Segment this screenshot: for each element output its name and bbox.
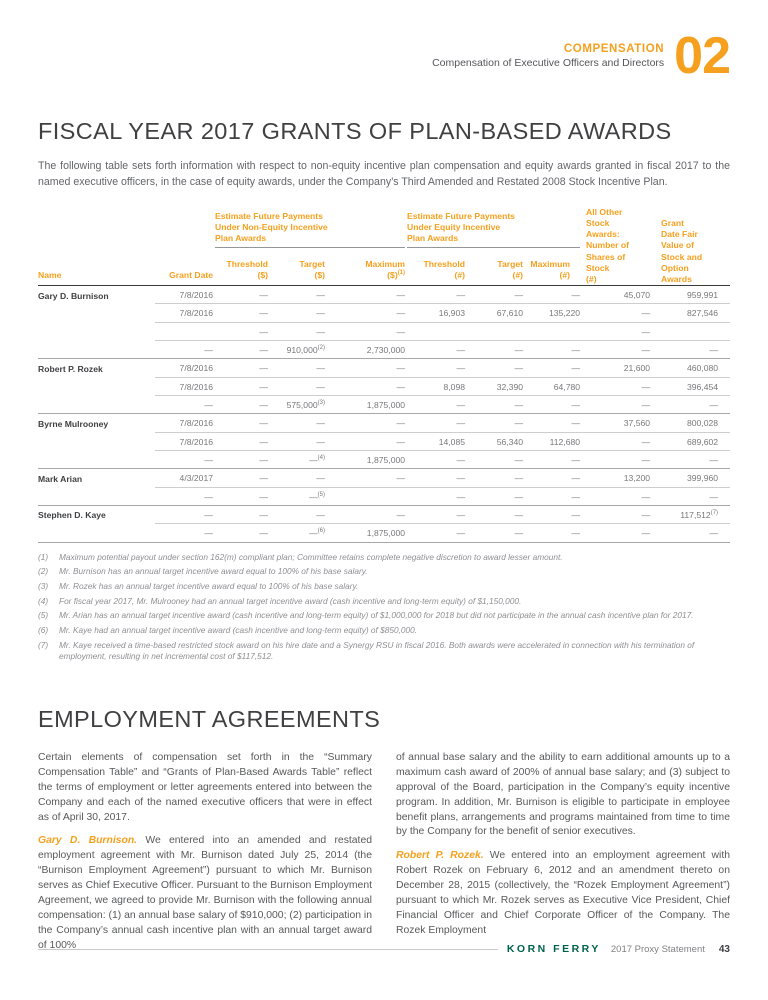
column-header: Grant Date	[155, 248, 215, 285]
table-cell: —	[407, 396, 467, 414]
table-cell: 45,070	[582, 286, 652, 304]
executive-name-cell	[38, 450, 155, 468]
table-cell: 1,875,000	[327, 450, 407, 468]
column-header: Maximum ($)$^{(1)}$	[327, 248, 407, 285]
text-column	[396, 751, 730, 962]
table-cell: 1,875,000	[327, 524, 407, 542]
table-cell: —	[215, 359, 270, 377]
executive-name-cell	[38, 304, 155, 322]
footnote	[38, 640, 730, 662]
table-cell: —	[407, 359, 467, 377]
table-cell: —	[525, 524, 582, 542]
table-cell: 112,680	[525, 432, 582, 450]
table-row	[38, 359, 730, 377]
footnote-number: (5)	[38, 610, 49, 621]
table-cell: —	[327, 377, 407, 395]
table-cell: —	[582, 487, 652, 505]
table-cell: —	[407, 450, 467, 468]
footnote-text: Mr. Burnison has an annual target incentive award equal to 100% of his base salary.	[59, 566, 368, 577]
table-cell: —	[155, 396, 215, 414]
table-row	[38, 377, 730, 395]
table-cell: —$^{(6)}$	[270, 524, 327, 542]
table-cell: 7/8/2016	[155, 286, 215, 304]
table-cell: —	[525, 286, 582, 304]
executive-name-cell: Mark Arian	[38, 473, 83, 484]
table-cell: 13,200	[582, 469, 652, 487]
footnote-text: Mr. Rozek has an annual target incentive award equal to 100% of his base salary.	[59, 580, 359, 591]
table-cell: —	[582, 304, 652, 322]
table-cell: —	[652, 524, 730, 542]
table-cell: —	[215, 487, 270, 505]
table-cell: 37,560	[582, 414, 652, 432]
table-cell: 827,546	[652, 304, 730, 322]
table-cell: —	[525, 359, 582, 377]
table-cell: —	[215, 469, 270, 487]
table-cell: —$^{(5)}$	[270, 487, 327, 505]
grants-of-plan-based-awards-table	[38, 207, 730, 543]
table-cell: —	[270, 304, 327, 322]
table-cell: —	[215, 524, 270, 542]
table-row	[38, 524, 730, 542]
footnote-text: Mr. Arian has an annual target incentive award (cash incentive and long-term equity) of $1,000,000 for 2018 but did not participate in the annual cash incentive plan for 2017.	[59, 610, 694, 621]
footnote-text: Mr. Kaye received a time-based restricted stock award on his hire date and a Synergy RSU in fiscal 2016. Both awards were accelerated in connection with his termination of employment, resulting in net incremental cost of $117,512.	[59, 639, 695, 661]
table-cell: 396,454	[652, 377, 730, 395]
table-cell: —	[582, 505, 652, 523]
grants-intro: The following table sets forth information with respect to non-equity incentive plan compensation and equity awards granted in fiscal 2017 to the named executive officers, in the case of equity awards, under the Company’s Third Amended and Restated 2008 Stock Incentive Plan.	[38, 160, 730, 189]
table-cell: —	[467, 505, 525, 523]
column-header: Name	[38, 248, 155, 285]
table-cell: —	[467, 286, 525, 304]
table-row	[38, 322, 730, 340]
footnote-number: (1)	[38, 551, 49, 562]
table-cell: —	[582, 396, 652, 414]
executive-name-cell	[38, 322, 155, 340]
table-cell: —	[582, 524, 652, 542]
table-cell: 910,000$^{(2)}$	[270, 341, 327, 359]
table-cell: —	[582, 341, 652, 359]
table-cell: 21,600	[582, 359, 652, 377]
table-cell	[652, 322, 730, 340]
executive-lead-in: Gary D. Burnison.	[38, 835, 138, 847]
table-row	[38, 286, 730, 304]
table-cell: —$^{(4)}$	[270, 450, 327, 468]
column-header: Target (#)	[467, 248, 525, 285]
section-subtitle: Compensation of Executive Officers and Directors	[432, 57, 665, 70]
table-cell: —	[155, 450, 215, 468]
table-cell	[407, 322, 467, 340]
table-cell: —	[652, 487, 730, 505]
text-column	[38, 751, 372, 962]
table-cell: —	[155, 341, 215, 359]
table-cell: —	[155, 524, 215, 542]
table-cell: 7/8/2016	[155, 432, 215, 450]
table-cell: —	[327, 304, 407, 322]
table-cell: —	[652, 396, 730, 414]
table-cell: —	[215, 341, 270, 359]
table-cell: 67,610	[467, 304, 525, 322]
table-cell: —	[215, 414, 270, 432]
table-cell: —	[652, 450, 730, 468]
executive-name-cell	[38, 487, 155, 505]
table-cell: 64,780	[525, 377, 582, 395]
table-row	[38, 505, 730, 523]
table-footnotes	[38, 552, 730, 663]
table-cell: —	[407, 505, 467, 523]
executive-name-cell	[38, 396, 155, 414]
table-cell: —	[215, 286, 270, 304]
table-cell: —	[525, 414, 582, 432]
table-cell: 117,512$^{(7)}$	[652, 505, 730, 523]
employment-body	[38, 751, 730, 962]
table-cell: —	[270, 377, 327, 395]
footnote	[38, 596, 730, 607]
table-cell: 399,960	[652, 469, 730, 487]
table-row	[38, 469, 730, 487]
table-cell: —	[652, 341, 730, 359]
footer-rule	[38, 949, 498, 950]
column-header: Threshold (#)	[407, 248, 467, 285]
section-number: 02	[674, 27, 730, 85]
table-cell: —	[525, 450, 582, 468]
table-row	[38, 304, 730, 322]
table-cell: 14,085	[407, 432, 467, 450]
footnote	[38, 552, 730, 563]
table-row	[38, 396, 730, 414]
paragraph: Gary D. Burnison. We entered into an amended and restated employment agreement with Mr. Burnison dated July 25, 2014 (the “Burnison Employment Agreement”) pursuant to which Mr. Burnison serves as Chief Executive Officer. Pursuant to the Burnison Employment Agreement, we agreed to provide Mr. Burnison with the following annual compensation: (1) an annual base salary of $910,000; (2) participation in the Company’s annual cash incentive plan with an annual target award of 100%	[38, 835, 372, 951]
table-row	[38, 414, 730, 432]
table-cell: —	[582, 377, 652, 395]
executive-name-cell	[38, 432, 155, 450]
brand-logo: KORN FERRY	[506, 943, 601, 955]
table-row	[38, 432, 730, 450]
table-cell: 800,028	[652, 414, 730, 432]
footnote	[38, 610, 730, 621]
table-cell: —	[155, 487, 215, 505]
table-cell: —	[467, 396, 525, 414]
table-cell: —	[582, 432, 652, 450]
executive-name-cell	[38, 377, 155, 395]
employment-title: EMPLOYMENT AGREEMENTS	[38, 706, 381, 733]
table-cell: 135,220	[525, 304, 582, 322]
table-cell: —	[525, 396, 582, 414]
table-cell: —	[327, 414, 407, 432]
executive-name-cell: Stephen D. Kaye	[38, 510, 106, 521]
column-header: All Other Stock Awards: Number of Shares of Stock (#)	[582, 207, 652, 286]
footnote-text: Mr. Kaye had an annual target incentive award (cash incentive and long-term equity) of $850,000.	[59, 624, 418, 635]
document-name: 2017 Proxy Statement	[610, 943, 705, 955]
footnote	[38, 566, 730, 577]
column-header: Threshold ($)	[215, 248, 270, 285]
table-cell: —	[525, 341, 582, 359]
table-cell: 1,875,000	[327, 396, 407, 414]
table-cell: —	[327, 469, 407, 487]
table-cell: 7/8/2016	[155, 359, 215, 377]
table-cell: —	[407, 414, 467, 432]
table-cell: —	[525, 469, 582, 487]
table-cell: —	[215, 304, 270, 322]
table-cell: —	[327, 322, 407, 340]
table-cell: —	[270, 322, 327, 340]
footnote-number: (4)	[38, 595, 49, 606]
table-cell: —	[467, 359, 525, 377]
footnote-text: Maximum potential payout under section 162(m) compliant plan; Committee retains complete negative discretion to award lesser amount.	[59, 551, 563, 562]
table-cell: —	[467, 414, 525, 432]
page-footer	[38, 943, 730, 955]
table-cell: —	[407, 487, 467, 505]
table-cell: 8,098	[407, 377, 467, 395]
footnote-number: (3)	[38, 580, 49, 591]
table-cell: —	[407, 341, 467, 359]
grants-title: FISCAL YEAR 2017 GRANTS OF PLAN-BASED AWARDS	[38, 118, 672, 145]
table-cell: 689,602	[652, 432, 730, 450]
table-cell	[327, 487, 407, 505]
table-cell: —	[270, 359, 327, 377]
table-cell: —	[327, 505, 407, 523]
table-cell: 7/8/2016	[155, 377, 215, 395]
page-banner	[38, 27, 730, 85]
table-cell: —	[467, 341, 525, 359]
table-cell: —	[327, 359, 407, 377]
paragraph: Certain elements of compensation set forth in the “Summary Compensation Table” and “Grants of Plan-Based Awards Table” reflect the terms of employment or letter agreements entered into between the Company and each of the named executive officers that were in effect as of April 30, 2017.	[38, 752, 372, 823]
table-cell: 7/8/2016	[155, 304, 215, 322]
table-cell: —	[467, 469, 525, 487]
table-cell: —	[327, 432, 407, 450]
table-cell: —	[155, 505, 215, 523]
footnote	[38, 625, 730, 636]
table-group-header-row	[38, 207, 730, 248]
banner-text	[432, 43, 664, 69]
column-header: Maximum (#)	[525, 248, 582, 285]
table-cell: —	[467, 450, 525, 468]
table-cell: —	[270, 469, 327, 487]
table-cell: —	[270, 414, 327, 432]
table-cell: —	[407, 469, 467, 487]
table-cell: 56,340	[467, 432, 525, 450]
executive-name-cell	[38, 524, 155, 542]
paragraph: Robert P. Rozek. We entered into an employment agreement with Robert Rozek on February 6, 2012 and an amendment thereto on December 28, 2015 (collectively, the “Rozek Employment Agreement”) pursuant to which Mr. Rozek serves as Executive Vice President, Chief Financial Officer and Chief Corporate Officer of the Company. The Rozek Employment	[396, 850, 730, 936]
table-cell: 4/3/2017	[155, 469, 215, 487]
table-cell: 460,080	[652, 359, 730, 377]
table-cell: —	[582, 322, 652, 340]
table-cell: —	[215, 450, 270, 468]
executive-lead-in: Robert P. Rozek.	[396, 850, 484, 862]
table-cell: —	[407, 286, 467, 304]
table-cell: —	[525, 505, 582, 523]
table-cell: —	[327, 286, 407, 304]
footnote-number: (6)	[38, 624, 49, 635]
table-cell: —	[215, 322, 270, 340]
table-cell: 575,000$^{(3)}$	[270, 396, 327, 414]
table-cell: 2,730,000	[327, 341, 407, 359]
column-header: Grant Date Fair Value of Stock and Option Awards	[652, 207, 730, 286]
table-cell: —	[525, 487, 582, 505]
table-cell: 959,991	[652, 286, 730, 304]
column-header: Target ($)	[270, 248, 327, 285]
table-row	[38, 341, 730, 359]
section-kicker: COMPENSATION	[563, 43, 665, 56]
table-cell: 16,903	[407, 304, 467, 322]
table-cell	[155, 322, 215, 340]
paragraph: of annual base salary and the ability to earn additional amounts up to a maximum cash award of 200% of annual base salary; and (3) subject to approval of the Board, participation in the Company’s equity incentive program. In addition, Mr. Burnison is eligible to participate in employee benefit plans, arrangements and programs maintained from time to time by the Company for the benefit of senior executives.	[396, 752, 730, 838]
executive-name-cell	[38, 341, 155, 359]
table-row	[38, 450, 730, 468]
table-cell: —	[215, 432, 270, 450]
footnote-text: For fiscal year 2017, Mr. Mulrooney had an annual target incentive award (cash incentive and long-term equity) of $1,150,000.	[59, 595, 522, 606]
table-cell: —	[215, 396, 270, 414]
table-cell: —	[407, 524, 467, 542]
table-cell: 7/8/2016	[155, 414, 215, 432]
table-cell: —	[467, 524, 525, 542]
page-number: 43	[718, 943, 730, 955]
executive-name-cell: Gary D. Burnison	[38, 290, 109, 301]
table-cell: —	[270, 432, 327, 450]
group-header: Estimate Future Payments Under Equity Incentive Plan Awards	[407, 207, 582, 248]
table-cell: —	[582, 450, 652, 468]
table-cell: —	[270, 505, 327, 523]
executive-name-cell: Byrne Mulrooney	[38, 418, 109, 429]
table-row	[38, 487, 730, 505]
table-cell: 32,390	[467, 377, 525, 395]
table-cell: —	[270, 286, 327, 304]
group-header: Estimate Future Payments Under Non-Equity Incentive Plan Awards	[215, 207, 407, 248]
table-cell: —	[215, 377, 270, 395]
footnote-number: (7)	[38, 639, 49, 650]
footnote-number: (2)	[38, 566, 49, 577]
table-cell: —	[215, 505, 270, 523]
table-cell: —	[467, 487, 525, 505]
executive-name-cell: Robert P. Rozek	[38, 363, 103, 374]
table-cell	[525, 322, 582, 340]
footnote	[38, 581, 730, 592]
table-cell	[467, 322, 525, 340]
